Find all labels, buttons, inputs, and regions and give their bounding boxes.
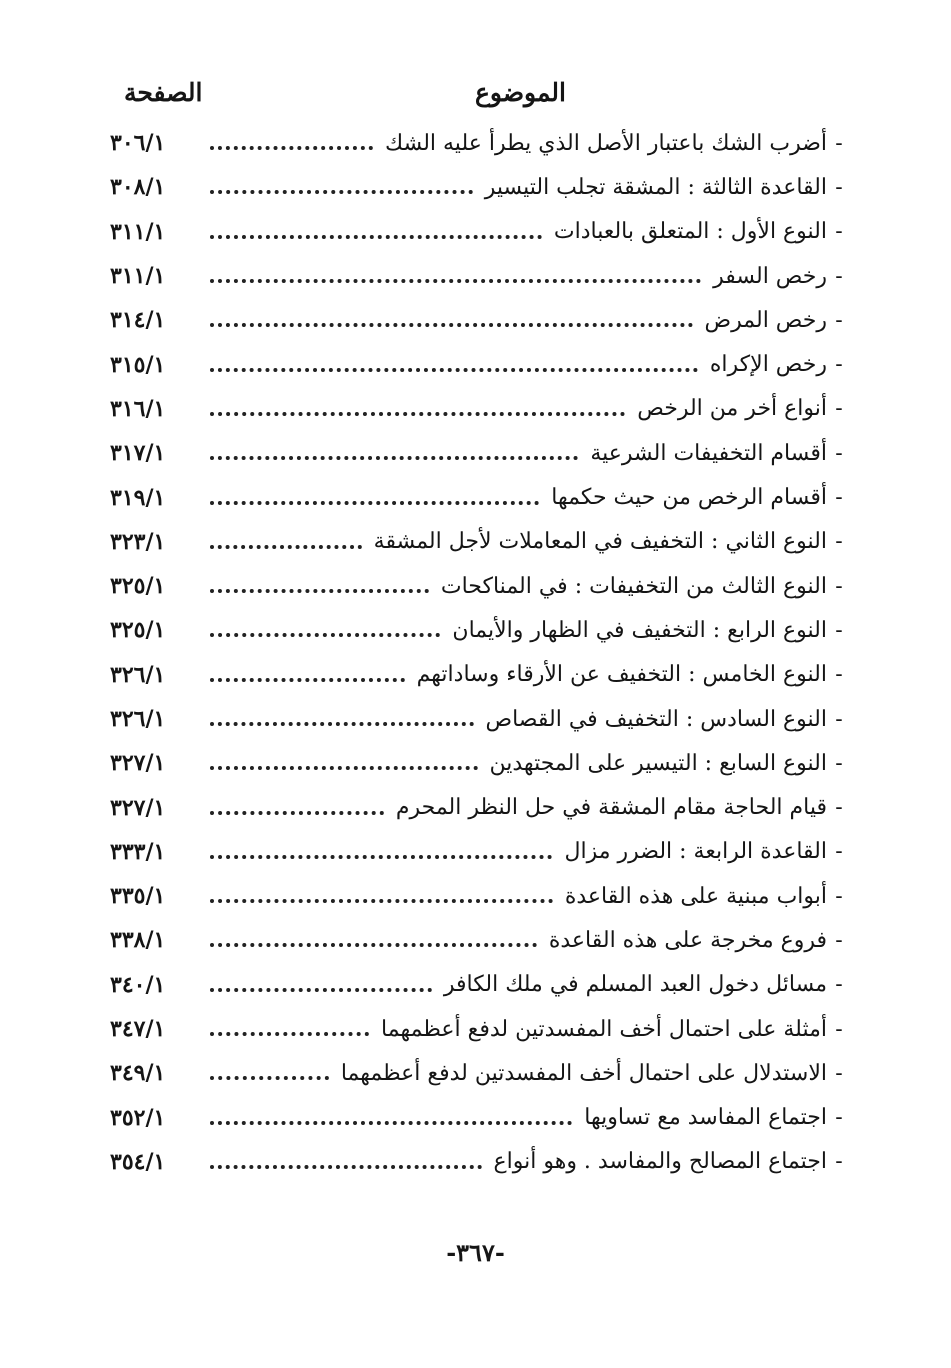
entry-title: النوع السابع : التيسير على المجتهدين xyxy=(489,750,827,776)
entry-dash: - xyxy=(835,839,843,865)
dot-leader xyxy=(210,943,537,947)
entry-dash: - xyxy=(835,617,843,643)
entry-page-ref: ٣٣٣/١ xyxy=(110,838,166,865)
entry-dash: - xyxy=(835,1016,843,1042)
toc-entry xyxy=(110,387,851,431)
entry-title: أمثلة على احتمال أخف المفسدتين لدفع أعظمهما xyxy=(381,1016,827,1042)
entry-dash: - xyxy=(835,1060,843,1086)
entry-title: النوع الأول : المتعلق بالعبادات xyxy=(553,219,827,245)
entry-title: أقسام التخفيفات الشرعية xyxy=(590,440,827,466)
entry-dash: - xyxy=(835,352,843,378)
dot-leader xyxy=(210,988,432,992)
entry-dash: - xyxy=(835,927,843,953)
entry-dash: - xyxy=(835,440,843,466)
entry-page-ref: ٣١٦/١ xyxy=(110,395,166,422)
toc-entry xyxy=(110,1096,851,1140)
dot-leader xyxy=(210,633,440,637)
entry-title: مسائل دخول العبد المسلم في ملك الكافر xyxy=(443,972,827,998)
entry-page-ref: ٣٠٦/١ xyxy=(110,130,166,157)
toc-entry xyxy=(110,431,851,475)
entry-title: اجتماع المصالح والمفاسد . وهو أنواع xyxy=(493,1149,827,1175)
dot-leader xyxy=(210,811,384,815)
toc-entry xyxy=(110,608,851,652)
toc-entry xyxy=(110,1051,851,1095)
dot-leader xyxy=(210,1121,572,1125)
entry-dash: - xyxy=(835,573,843,599)
entry-dash: - xyxy=(835,219,843,245)
entry-dash: - xyxy=(835,396,843,422)
toc-entry xyxy=(110,653,851,697)
dot-leader xyxy=(210,1076,329,1080)
entry-title: النوع الرابع : التخفيف في الظهار والأيمان xyxy=(452,617,827,643)
toc-entry xyxy=(110,564,851,608)
entry-dash: - xyxy=(835,130,843,156)
entry-page-ref: ٣٤٧/١ xyxy=(110,1016,166,1043)
entry-page-ref: ٣٢٣/١ xyxy=(110,528,166,555)
entry-dash: - xyxy=(835,706,843,732)
dot-leader xyxy=(210,412,625,416)
entry-dash: - xyxy=(835,263,843,289)
entry-dash: - xyxy=(835,1105,843,1131)
entry-page-ref: ٣٢٥/١ xyxy=(110,617,166,644)
entry-dash: - xyxy=(835,174,843,200)
entry-title: القاعدة الثالثة : المشقة تجلب التيسير xyxy=(484,174,827,200)
entry-title: النوع الثاني : التخفيف في المعاملات لأجل المشقة xyxy=(373,529,827,555)
toc-entry xyxy=(110,874,851,918)
entry-title: أبواب مبنية على هذه القاعدة xyxy=(564,883,827,909)
entry-title: اجتماع المفاسد مع تساويها xyxy=(584,1105,827,1131)
dot-leader xyxy=(210,766,478,770)
toc-entry xyxy=(110,918,851,962)
entry-page-ref: ٣٢٧/١ xyxy=(110,750,166,777)
entry-dash: - xyxy=(835,795,843,821)
entry-title: النوع الثالث من التخفيفات : في المناكحات xyxy=(440,573,827,599)
toc-entry xyxy=(110,697,851,741)
entry-page-ref: ٣٥٤/١ xyxy=(110,1148,166,1175)
entry-title: قيام الحاجة مقام المشقة في حل النظر المحرم xyxy=(395,795,827,821)
toc-entry xyxy=(110,1007,851,1051)
dot-leader xyxy=(210,323,693,327)
dot-leader xyxy=(210,899,553,903)
entry-title: رخص الإكراه xyxy=(709,352,827,378)
entry-page-ref: ٣١٥/١ xyxy=(110,351,166,378)
entry-dash: - xyxy=(835,1149,843,1175)
entry-page-ref: ٣٣٥/١ xyxy=(110,883,166,910)
toc-entry xyxy=(110,963,851,1007)
entry-title: القاعدة الرابعة : الضرر مزال xyxy=(564,839,827,865)
entry-page-ref: ٣٤٠/١ xyxy=(110,971,166,998)
page-number: -٣٦٧- xyxy=(446,1238,505,1267)
dot-leader xyxy=(210,190,473,194)
dot-leader xyxy=(210,235,542,239)
dot-leader xyxy=(210,589,429,593)
toc-entry xyxy=(110,785,851,829)
entry-title: أقسام الرخص من حيث حكمها xyxy=(551,485,827,511)
dot-leader xyxy=(210,146,373,150)
entry-title: فروع مخرجة على هذه القاعدة xyxy=(548,927,827,953)
toc-entry xyxy=(110,165,851,209)
entry-page-ref: ٣٢٦/١ xyxy=(110,706,166,732)
page-column-heading: الصفحة xyxy=(124,78,203,107)
entry-page-ref: ٣٢٦/١ xyxy=(110,661,166,688)
entry-title: أنواع أخر من الرخص xyxy=(637,396,827,422)
dot-leader xyxy=(210,855,552,859)
entry-title: أضرب الشك باعتبار الأصل الذي يطرأ عليه الشك xyxy=(385,130,827,156)
entry-dash: - xyxy=(835,307,843,333)
entry-page-ref: ٣١١/١ xyxy=(110,263,166,290)
entry-title: الاستدلال على احتمال أخف المفسدتين لدفع أعظمهما xyxy=(340,1060,827,1086)
entry-page-ref: ٣٢٧/١ xyxy=(110,794,166,821)
entry-page-ref: ٣١٤/١ xyxy=(110,307,166,334)
toc-header xyxy=(110,78,851,118)
entry-dash: - xyxy=(835,750,843,776)
entry-dash: - xyxy=(835,883,843,909)
dot-leader xyxy=(210,722,474,726)
toc-entry xyxy=(110,741,851,785)
table-of-contents xyxy=(110,121,851,1184)
entry-page-ref: ٣٥٢/١ xyxy=(110,1104,166,1131)
dot-leader xyxy=(210,456,578,460)
entry-page-ref: ٣١٧/١ xyxy=(110,440,166,467)
entry-title: النوع السادس : التخفيف في القصاص xyxy=(485,706,827,732)
dot-leader xyxy=(210,545,362,549)
entry-page-ref: ٣٢٥/١ xyxy=(110,573,166,600)
dot-leader xyxy=(210,1032,369,1036)
dot-leader xyxy=(210,678,405,682)
toc-entry xyxy=(110,520,851,564)
toc-entry xyxy=(110,342,851,386)
toc-entry xyxy=(110,254,851,298)
dot-leader xyxy=(210,279,701,283)
toc-entry xyxy=(110,830,851,874)
entry-dash: - xyxy=(835,485,843,511)
entry-title: رخص السفر xyxy=(713,263,827,289)
topic-column-heading: الموضوع xyxy=(475,78,566,107)
entry-page-ref: ٣١١/١ xyxy=(110,218,166,245)
toc-entry xyxy=(110,210,851,254)
entry-title: رخص المرض xyxy=(704,307,827,333)
entry-dash: - xyxy=(835,529,843,555)
dot-leader xyxy=(210,368,698,372)
entry-title: النوع الخامس : التخفيف عن الأرقاء وساداتهم xyxy=(416,662,827,688)
entry-page-ref: ٣٤٩/١ xyxy=(110,1060,166,1087)
toc-entry xyxy=(110,298,851,342)
dot-leader xyxy=(210,501,539,505)
entry-page-ref: ٣٣٨/١ xyxy=(110,927,166,954)
toc-entry xyxy=(110,475,851,519)
toc-entry xyxy=(110,1140,851,1184)
entry-dash: - xyxy=(835,972,843,998)
toc-entry xyxy=(110,121,851,165)
entry-page-ref: ٣٠٨/١ xyxy=(110,174,166,201)
dot-leader xyxy=(210,1165,482,1169)
entry-page-ref: ٣١٩/١ xyxy=(110,484,166,511)
entry-dash: - xyxy=(835,662,843,688)
